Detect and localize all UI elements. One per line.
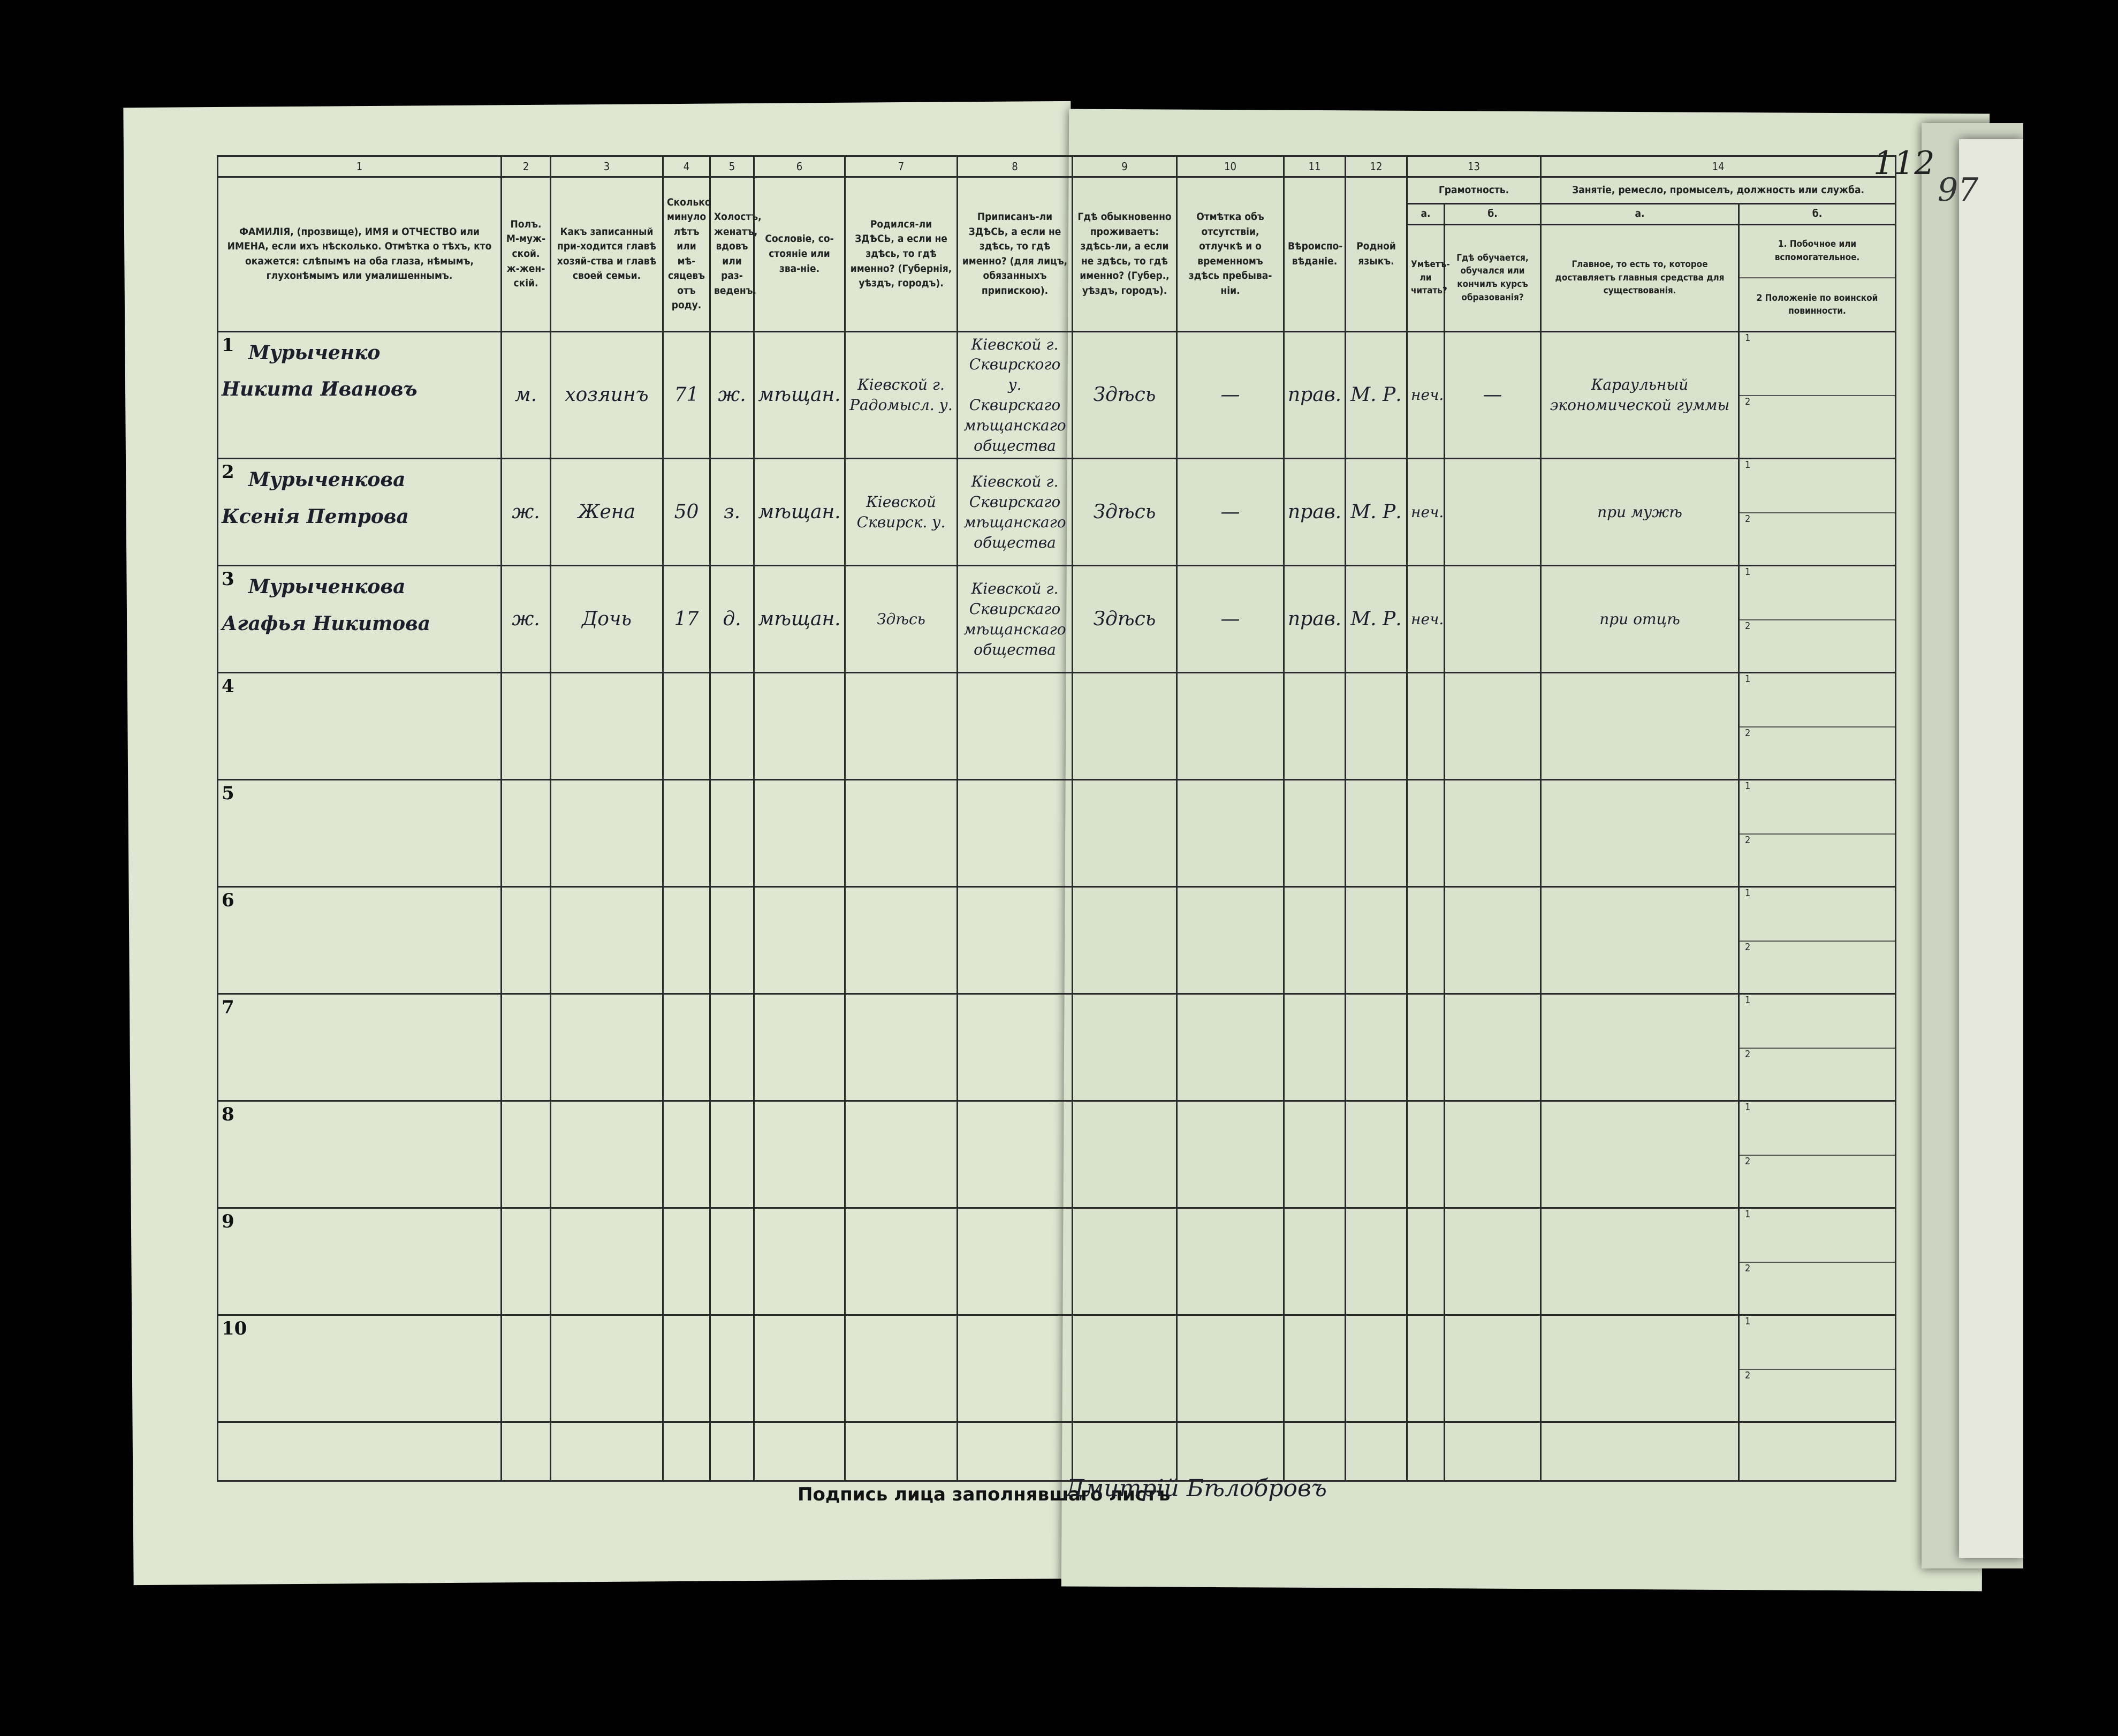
- row-number: 8: [218, 1101, 502, 1208]
- header-can-read: Умѣетъ-ли читать?: [1407, 224, 1445, 331]
- side-occupation-1: 1: [1740, 459, 1895, 513]
- person-name-cell: [218, 459, 502, 566]
- col-num-14: 14: [1541, 156, 1896, 177]
- surname: Мурыченко: [248, 341, 381, 364]
- age: 50: [674, 501, 699, 523]
- header-marital: Холостъ, женатъ, вдовъ или раз-веденъ.: [710, 177, 754, 332]
- religion: прав.: [1288, 608, 1342, 630]
- registered-place: Кіевской г. Сквирского у. Сквирскаго мѣщанскаго общества: [963, 335, 1066, 454]
- side-occupation-2: 2: [1745, 941, 1751, 953]
- table-row: [218, 1315, 1896, 1422]
- estate: мѣщан.: [758, 501, 841, 523]
- col-num-7: 7: [845, 156, 958, 177]
- surname: Мурыченкова: [248, 575, 406, 598]
- row-number: 1: [222, 334, 234, 356]
- table-row: [218, 331, 1896, 459]
- absence: —: [1220, 383, 1240, 406]
- side-occupation-2: 2: [1745, 513, 1751, 525]
- main-occupation: при мужѣ: [1597, 503, 1682, 521]
- table-row: [218, 1208, 1896, 1315]
- header-age: Сколько минуло лѣтъ или мѣ-сяцевъ отъ роду.: [663, 177, 710, 332]
- side-occupation-1: 1: [1740, 888, 1895, 942]
- row-number: 10: [218, 1315, 502, 1422]
- archive-page-number: 112: [1873, 145, 1935, 182]
- registered-place: Кіевской г. Сквирскаго мѣщанскаго общества: [963, 473, 1066, 551]
- estate: мѣщан.: [758, 383, 841, 406]
- header-religion: Вѣроиспо-вѣданіе.: [1284, 177, 1346, 332]
- side-occupation-2: 2: [1745, 1048, 1751, 1060]
- age: 17: [674, 608, 699, 630]
- header-occupation-a-label: а.: [1541, 204, 1739, 225]
- side-occupation: [1739, 994, 1896, 1101]
- row-number: 2: [222, 461, 234, 483]
- side-occupation-2: 2: [1745, 727, 1751, 739]
- relation: хозяинъ: [565, 383, 649, 406]
- header-literacy: Грамотность.: [1407, 177, 1541, 204]
- side-occupation: [1739, 566, 1896, 673]
- side-occupation: [1739, 1208, 1896, 1315]
- header-relation: Какъ записанный при-ходится главѣ хозяй-ства и главѣ своей семьи.: [551, 177, 663, 332]
- row-number: 5: [218, 780, 502, 887]
- col-num-9: 9: [1073, 156, 1177, 177]
- signature-label: Подпись лица заполнявшаго листъ: [798, 1484, 1171, 1505]
- education: —: [1483, 383, 1502, 406]
- col-num-3: 3: [551, 156, 663, 177]
- relation: Жена: [578, 501, 635, 523]
- row-number: 4: [218, 673, 502, 780]
- marital-status: д.: [723, 608, 741, 630]
- header-literacy-b-label: б.: [1445, 204, 1541, 225]
- header-name: ФАМИЛІЯ, (прозвище), ИМЯ и ОТЧЕСТВО или ИМЕНА, если ихъ нѣсколько. Отмѣтка о тѣхъ, кто окажется: слѣпымъ на оба глаза, нѣмымъ, глухонѣмымъ или умалишеннымъ.: [218, 177, 502, 332]
- side-occupation: [1739, 1315, 1896, 1422]
- table-row: [218, 566, 1896, 673]
- religion: прав.: [1288, 383, 1342, 406]
- literacy: неч.: [1411, 610, 1444, 628]
- side-occupation-2: 2: [1745, 1369, 1751, 1381]
- side-occupation-2: 2: [1745, 1262, 1751, 1274]
- col-num-12: 12: [1346, 156, 1407, 177]
- absence: —: [1220, 501, 1240, 523]
- table-row: [218, 1101, 1896, 1208]
- person-name-cell: [218, 331, 502, 459]
- col-num-2: 2: [502, 156, 551, 177]
- side-occupation-1: 1: [1740, 780, 1895, 835]
- col-num-11: 11: [1284, 156, 1346, 177]
- table-row: [218, 673, 1896, 780]
- age: 71: [674, 383, 699, 406]
- literacy: неч.: [1411, 386, 1444, 404]
- literacy: неч.: [1411, 503, 1444, 521]
- sex: м.: [514, 383, 537, 406]
- column-number-row: [218, 156, 1896, 177]
- header-side-2: 2 Положеніе по воинской повинности.: [1756, 292, 1878, 317]
- birthplace: Кіевской г. Радомысл. у.: [849, 376, 953, 414]
- header-education: Гдѣ обучается, обучался или кончилъ курсъ образованія?: [1445, 224, 1541, 331]
- header-side-occupation: [1739, 224, 1896, 331]
- header-residence: Гдѣ обыкновенно проживаетъ: здѣсь-ли, а если не здѣсь, то гдѣ именно? (Губер., уѣздъ, городъ).: [1073, 177, 1177, 332]
- col-num-13: 13: [1407, 156, 1541, 177]
- side-occupation-2: 2: [1745, 396, 1751, 407]
- side-occupation-1: 1: [1740, 566, 1895, 620]
- side-occupation: [1739, 459, 1896, 566]
- language: М. Р.: [1350, 608, 1402, 630]
- residence: Здѣсь: [1093, 501, 1156, 523]
- col-num-6: 6: [754, 156, 845, 177]
- census-form: [217, 155, 1895, 1451]
- main-occupation: Караульный экономической гуммы: [1550, 376, 1730, 414]
- side-occupation-2: 2: [1745, 620, 1751, 632]
- archive-page-number-old: 97: [1938, 171, 1979, 209]
- row-number: 6: [218, 887, 502, 994]
- header-literacy-a-label: а.: [1407, 204, 1445, 225]
- header-estate: Сословіе, со-стояніе или зва-ніе.: [754, 177, 845, 332]
- religion: прав.: [1288, 501, 1342, 523]
- birthplace: Здѣсь: [877, 610, 925, 628]
- table-row: [218, 994, 1896, 1101]
- residence: Здѣсь: [1093, 608, 1156, 630]
- relation: Дочь: [582, 608, 632, 630]
- header-main-occupation: Главное, то есть то, которое доставляетъ главныя средства для существованія.: [1541, 224, 1739, 331]
- given-name: Агафья Никитова: [222, 612, 431, 635]
- marital-status: з.: [723, 501, 741, 523]
- language: М. Р.: [1350, 501, 1402, 523]
- birthplace: Кіевской Сквирск. у.: [856, 493, 946, 531]
- col-num-10: 10: [1177, 156, 1284, 177]
- underlying-sheet-edge-2: [1959, 139, 2023, 1558]
- side-occupation-1: 1: [1740, 1316, 1895, 1370]
- sex: ж.: [512, 608, 540, 630]
- col-num-1: 1: [218, 156, 502, 177]
- col-num-5: 5: [710, 156, 754, 177]
- header-sex: Полъ. М-муж-ской. ж-жен-скій.: [502, 177, 551, 332]
- col-num-4: 4: [663, 156, 710, 177]
- given-name: Никита Ивановъ: [222, 377, 417, 400]
- table-row: [218, 780, 1896, 887]
- side-occupation-1: 1: [1740, 673, 1895, 727]
- side-occupation-2: 2: [1745, 1155, 1751, 1167]
- absence: —: [1220, 608, 1240, 630]
- header-row-top: [218, 177, 1896, 204]
- header-side-1: 1. Побочное или вспомогательное.: [1740, 225, 1895, 279]
- header-absence: Отмѣтка объ отсутствіи, отлучкѣ и о временномъ здѣсь пребыва-ніи.: [1177, 177, 1284, 332]
- header-language: Родной языкъ.: [1346, 177, 1407, 332]
- side-occupation: [1739, 780, 1896, 887]
- person-name-cell: [218, 566, 502, 673]
- row-number: 3: [222, 568, 234, 590]
- header-occupation-b-label: б.: [1739, 204, 1896, 225]
- main-occupation: при отцѣ: [1599, 610, 1680, 628]
- side-occupation-1: 1: [1740, 1102, 1895, 1156]
- row-number: 7: [218, 994, 502, 1101]
- signature-value: Дмитрій Бѣлобровъ: [1065, 1475, 1327, 1502]
- language: М. Р.: [1350, 383, 1402, 406]
- table-row: [218, 459, 1896, 566]
- side-occupation: [1739, 887, 1896, 994]
- side-occupation-2: 2: [1745, 834, 1751, 846]
- estate: мѣщан.: [758, 608, 841, 630]
- side-occupation-1: 1: [1740, 995, 1895, 1049]
- side-occupation: [1739, 331, 1896, 459]
- surname: Мурыченкова: [248, 468, 406, 491]
- side-occupation: [1739, 1101, 1896, 1208]
- header-occupation: Занятіе, ремесло, промыселъ, должность или служба.: [1541, 177, 1896, 204]
- side-occupation-1: 1: [1740, 332, 1895, 396]
- marital-status: ж.: [718, 383, 746, 406]
- census-table: [217, 155, 1896, 1482]
- col-num-8: 8: [958, 156, 1073, 177]
- row-number: 9: [218, 1208, 502, 1315]
- side-occupation: [1739, 673, 1896, 780]
- sex: ж.: [512, 501, 540, 523]
- header-born: Родился-ли ЗДѢСЬ, а если не здѣсь, то гдѣ именно? (Губернія, уѣздъ, городъ).: [845, 177, 958, 332]
- registered-place: Кіевской г. Сквирскаго мѣщанскаго общества: [963, 580, 1066, 658]
- header-registered: Приписанъ-ли ЗДѢСЬ, а если не здѣсь, то гдѣ именно? (для лицъ, обязанныхъ припискою).: [958, 177, 1073, 332]
- residence: Здѣсь: [1093, 383, 1156, 406]
- table-footer-row: [218, 1422, 1896, 1481]
- given-name: Ксенія Петрова: [222, 505, 409, 528]
- table-row: [218, 887, 1896, 994]
- side-occupation-1: 1: [1740, 1209, 1895, 1263]
